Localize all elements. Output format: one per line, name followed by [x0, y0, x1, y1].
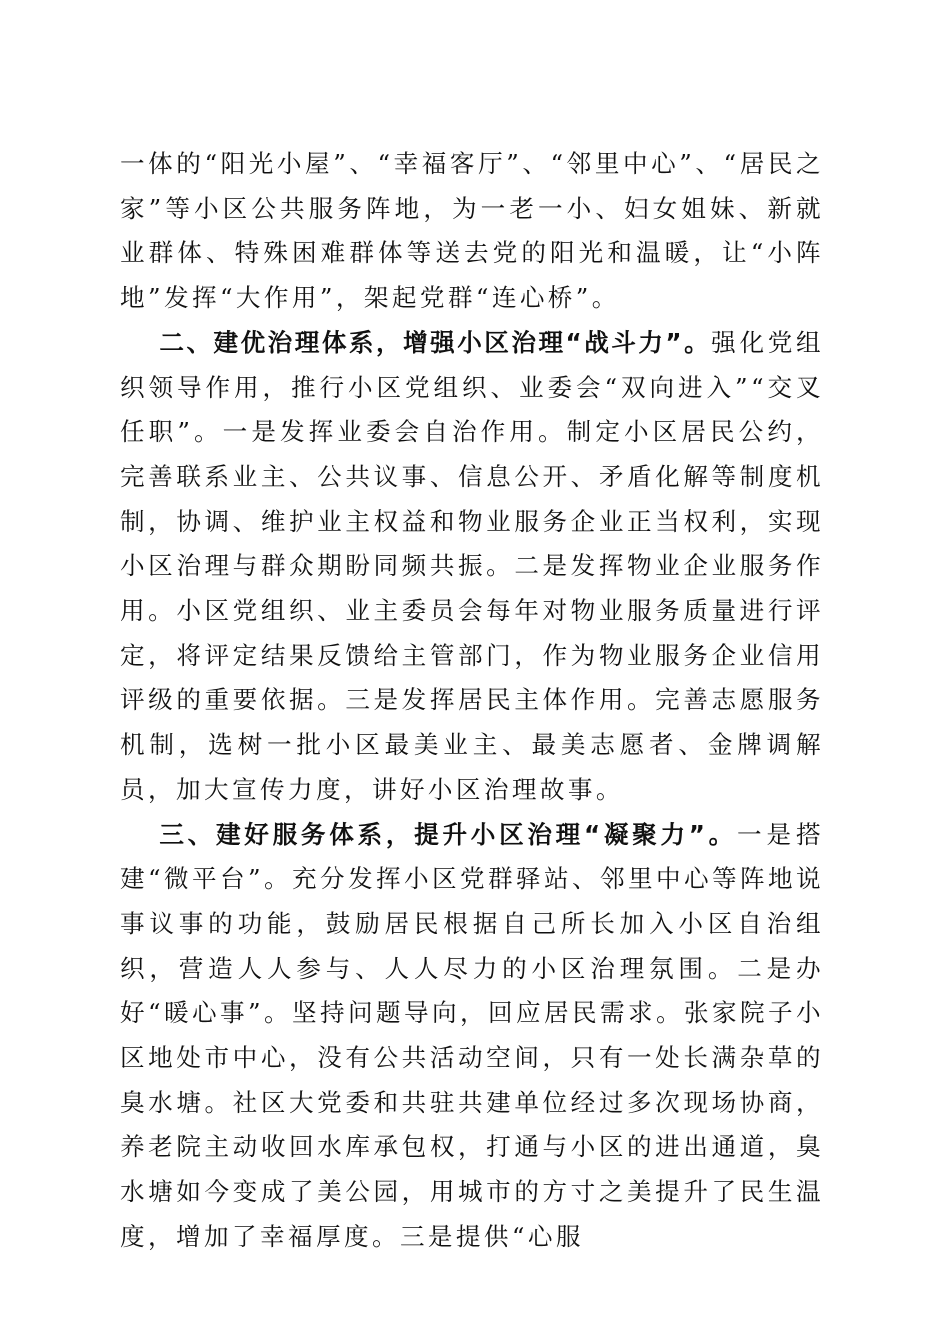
section-heading: 二、建优治理体系，增强小区治理“战斗力”。: [159, 327, 712, 357]
paragraph-continuation: [120, 142, 824, 321]
paragraph-text: 一是搭建“微平台”。充分发挥小区党群驿站、邻里中心等阵地说事议事的功能，鼓励居民根据自己所长加入小区自治组织，营造人人参与、人人尽力的小区治理氛围。二是办好“暖心事”。坚持问题导向，回应居民需求。张家院子小区地处市中心，没有公共活动空间，只有一处长满杂草的臭水塘。社区大党委和共驻共建单位经过多次现场协商，养老院主动收回水库承包权，打通与小区的进出通道，臭水塘如今变成了美公园，用城市的方寸之美提升了民生温度，增加了幸福厚度。三是提供“心服: [120, 819, 824, 1251]
paragraph-text: 一体的“阳光小屋”、“幸福客厅”、“邻里中心”、“居民之家”等小区公共服务阵地，为一老一小、妇女姐妹、新就业群体、特殊困难群体等送去党的阳光和温暖，让“小阵地”发挥“大作用”，架起党群“连心桥”。: [120, 149, 824, 313]
document-body: [120, 142, 824, 1260]
paragraph-section-three: [120, 813, 824, 1260]
paragraph-text: 强化党组织领导作用，推行小区党组织、业委会“双向进入”“交叉任职”。一是发挥业委会自治作用。制定小区居民公约，完善联系业主、公共议事、信息公开、矛盾化解等制度机制，协调、维护业主权益和物业服务企业正当权利，实现小区治理与群众期盼同频共振。二是发挥物业企业服务作用。小区党组织、业主委员会每年对物业服务质量进行评定，将评定结果反馈给主管部门，作为物业服务企业信用评级的重要依据。三是发挥居民主体作用。完善志愿服务机制，选树一批小区最美业主、最美志愿者、金牌调解员，加大宣传力度，讲好小区治理故事。: [120, 327, 825, 804]
section-heading: 三、建好服务体系，提升小区治理“凝聚力”。: [159, 819, 737, 849]
paragraph-section-two: [120, 321, 824, 813]
